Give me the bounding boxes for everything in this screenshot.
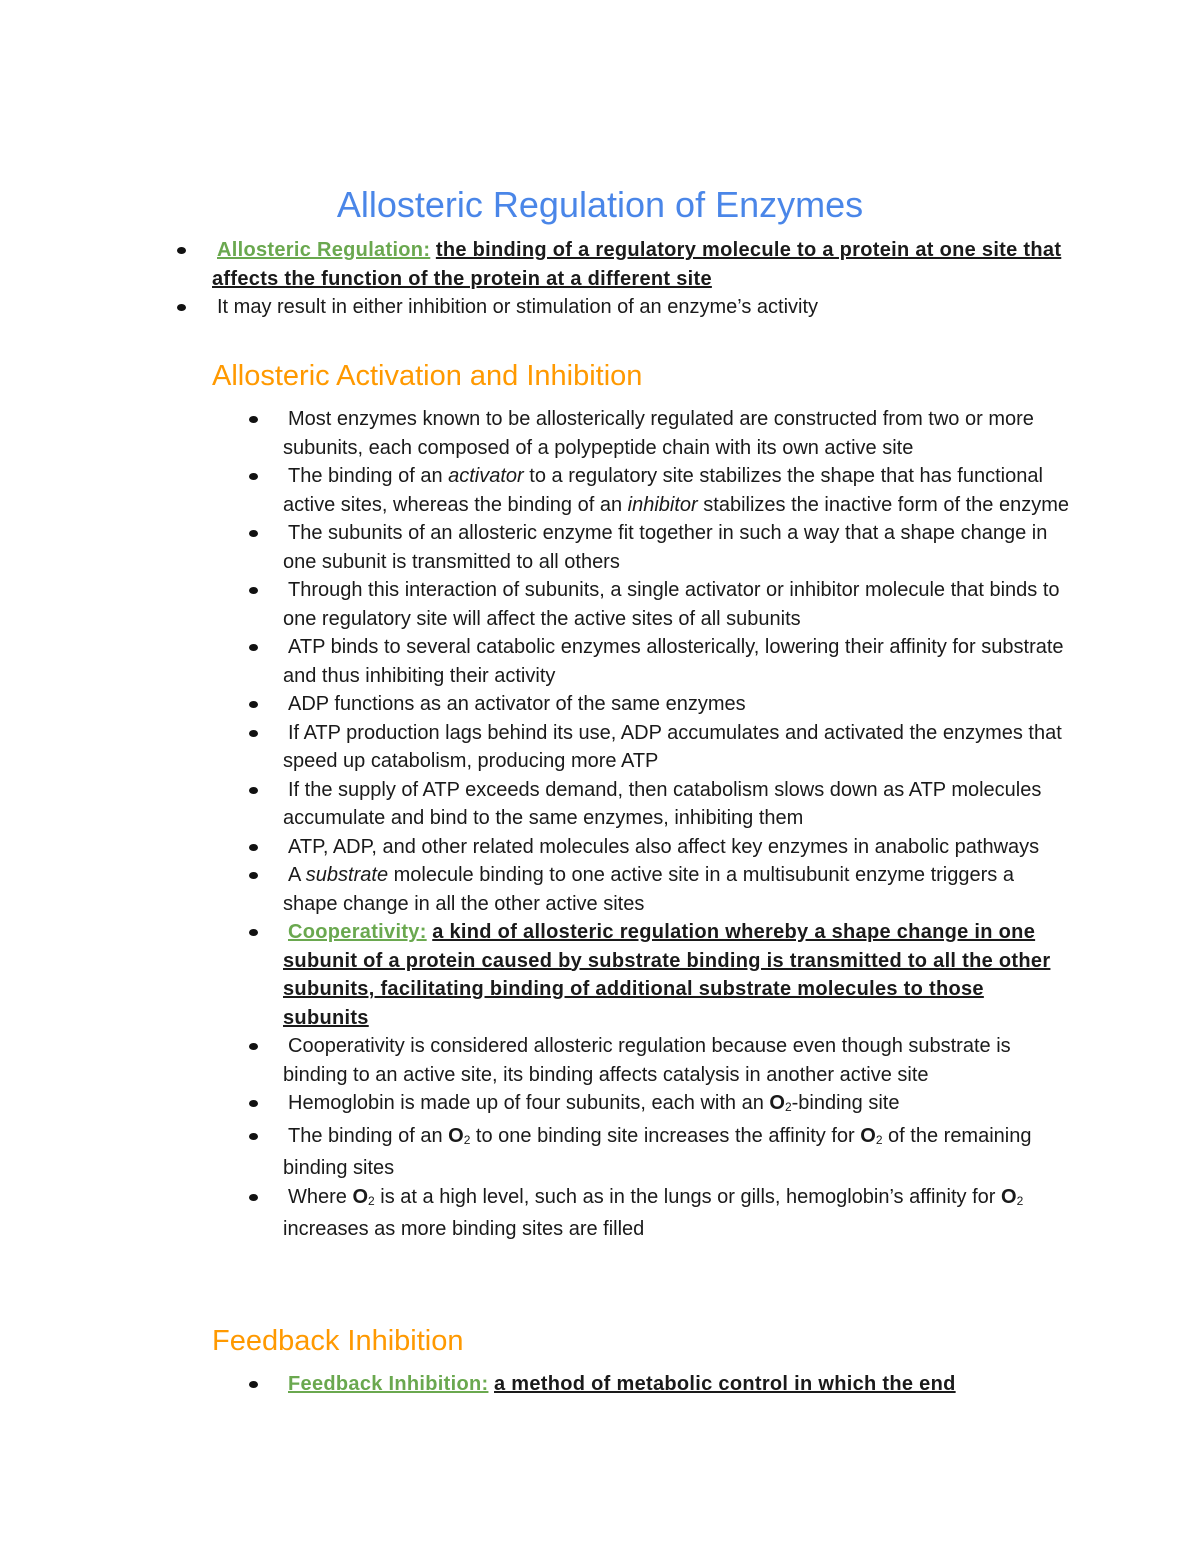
- list-item-text: ATP binds to several catabolic enzymes allosterically, lowering their affinity for substrate and thus inhibiting their activity: [283, 636, 1064, 687]
- bullet-icon: [249, 644, 258, 651]
- bullet-icon: [249, 1043, 258, 1050]
- list-item: [283, 519, 1073, 576]
- list-item: [283, 1089, 1073, 1122]
- text-fragment: -binding site: [791, 1092, 900, 1114]
- intro-list: [212, 236, 1072, 322]
- feedback-list: [283, 1370, 1073, 1399]
- list-item-text: Most enzymes known to be allosterically regulated are constructed from two or more subunits, each composed of a polypeptide chain with its own active site: [283, 408, 1034, 459]
- list-item: [283, 690, 1073, 719]
- o2-formula: $O_2$: [769, 1092, 792, 1114]
- list-item-text: ADP functions as an activator of the same enzymes: [288, 693, 746, 715]
- text-fragment: Hemoglobin is made up of four subunits, each with an: [288, 1092, 770, 1114]
- term-definition: the binding of a regulatory molecule to a protein at one site that affects the function of the protein at a different site: [212, 239, 1062, 290]
- text-fragment: molecule binding to one active site in a multisubunit enzyme triggers a shape change in all the other active sites: [283, 864, 1014, 915]
- o2-formula: $O_2$: [1001, 1185, 1024, 1208]
- list-item: [283, 1183, 1073, 1244]
- term-definition: a method of metabolic control in which the end: [494, 1373, 956, 1395]
- list-item: [283, 719, 1073, 776]
- italic-term: substrate: [305, 864, 389, 886]
- bullet-icon: [249, 1381, 258, 1388]
- list-item: [283, 1370, 1073, 1399]
- list-item-text: If the supply of ATP exceeds demand, then catabolism slows down as ATP molecules accumulate and bind to the same enzymes, inhibiting them: [283, 778, 1042, 829]
- bullet-icon: [249, 1133, 258, 1140]
- list-item: [212, 236, 1072, 293]
- bullet-icon: [249, 701, 258, 708]
- list-item-text: The subunits of an allosteric enzyme fit together in such a way that a shape change in one subunit is transmitted to all others: [283, 522, 1048, 573]
- text-fragment: stabilizes the inactive form of the enzyme: [697, 493, 1069, 516]
- bullet-icon: [249, 530, 258, 537]
- bullet-icon: [249, 587, 258, 594]
- italic-term: inhibitor: [627, 493, 698, 516]
- term-label: Feedback Inhibition:: [288, 1373, 489, 1395]
- bullet-icon: [249, 730, 258, 737]
- term-label: Cooperativity:: [288, 921, 427, 943]
- list-item: [283, 462, 1073, 519]
- bullet-icon: [249, 1194, 258, 1201]
- list-item: [283, 833, 1073, 862]
- list-item-text: Cooperativity is considered allosteric regulation because even though substrate is binding to an active site, its binding affects catalysis in another active site: [283, 1035, 1011, 1086]
- bullet-icon: [249, 872, 258, 879]
- bullet-icon: [249, 416, 258, 423]
- page-title: Allosteric Regulation of Enzymes: [336, 184, 864, 225]
- list-item-text: ATP, ADP, and other related molecules also affect key enzymes in anabolic pathways: [288, 835, 1040, 858]
- list-item-text: If ATP production lags behind its use, ADP accumulates and activated the enzymes that speed up catabolism, producing more ATP: [283, 721, 1062, 772]
- term-label: Allosteric Regulation:: [217, 239, 431, 261]
- bullet-icon: [177, 304, 186, 311]
- text-fragment: A: [288, 864, 306, 886]
- list-item: [283, 576, 1073, 633]
- text-fragment: to one binding site increases the affinity for: [470, 1124, 861, 1147]
- section-heading: Allosteric Activation and Inhibition: [212, 360, 643, 392]
- list-item: [283, 776, 1073, 833]
- bullet-icon: [249, 929, 258, 936]
- activation-list: [283, 405, 1073, 1244]
- text-fragment: Where: [288, 1185, 353, 1208]
- list-item-text: Through this interaction of subunits, a single activator or inhibitor molecule that binds to one regulatory site will affect the active sites of all subunits: [283, 579, 1060, 630]
- section-heading: Feedback Inhibition: [212, 1325, 464, 1357]
- list-item: [283, 861, 1073, 918]
- bullet-icon: [249, 787, 258, 794]
- bullet-icon: [249, 1100, 258, 1107]
- o2-formula: $O_2$: [860, 1124, 883, 1147]
- list-item: [283, 1122, 1073, 1183]
- term-definition: a kind of allosteric regulation whereby a shape change in one subunit of a protein caused by substrate binding is transmitted to all the other subunits, facilitating binding of additional substrate molecules to those subunits: [283, 921, 1051, 1029]
- text-fragment: increases as more binding sites are filled: [283, 1218, 645, 1240]
- text-fragment: of the remaining binding sites: [283, 1124, 1032, 1179]
- text-fragment: is at a high level, such as in the lungs or gills, hemoglobin’s affinity for: [374, 1185, 1001, 1208]
- text-fragment: The binding of an: [288, 465, 449, 487]
- bullet-icon: [249, 844, 258, 851]
- o2-formula: $O_2$: [352, 1185, 375, 1208]
- bullet-icon: [249, 473, 258, 480]
- list-item: [283, 405, 1073, 462]
- list-item: [212, 293, 1072, 322]
- list-item: [283, 633, 1073, 690]
- list-item: [283, 918, 1073, 1032]
- list-item-text: It may result in either inhibition or stimulation of an enzyme’s activity: [217, 296, 819, 318]
- o2-formula: $O_2$: [448, 1124, 471, 1147]
- italic-term: activator: [448, 465, 524, 487]
- text-fragment: The binding of an: [288, 1124, 449, 1147]
- bullet-icon: [177, 247, 186, 254]
- list-item: [283, 1032, 1073, 1089]
- text-fragment: to a regulatory site stabilizes the shape that has functional active sites, whereas the binding of an: [283, 465, 1043, 516]
